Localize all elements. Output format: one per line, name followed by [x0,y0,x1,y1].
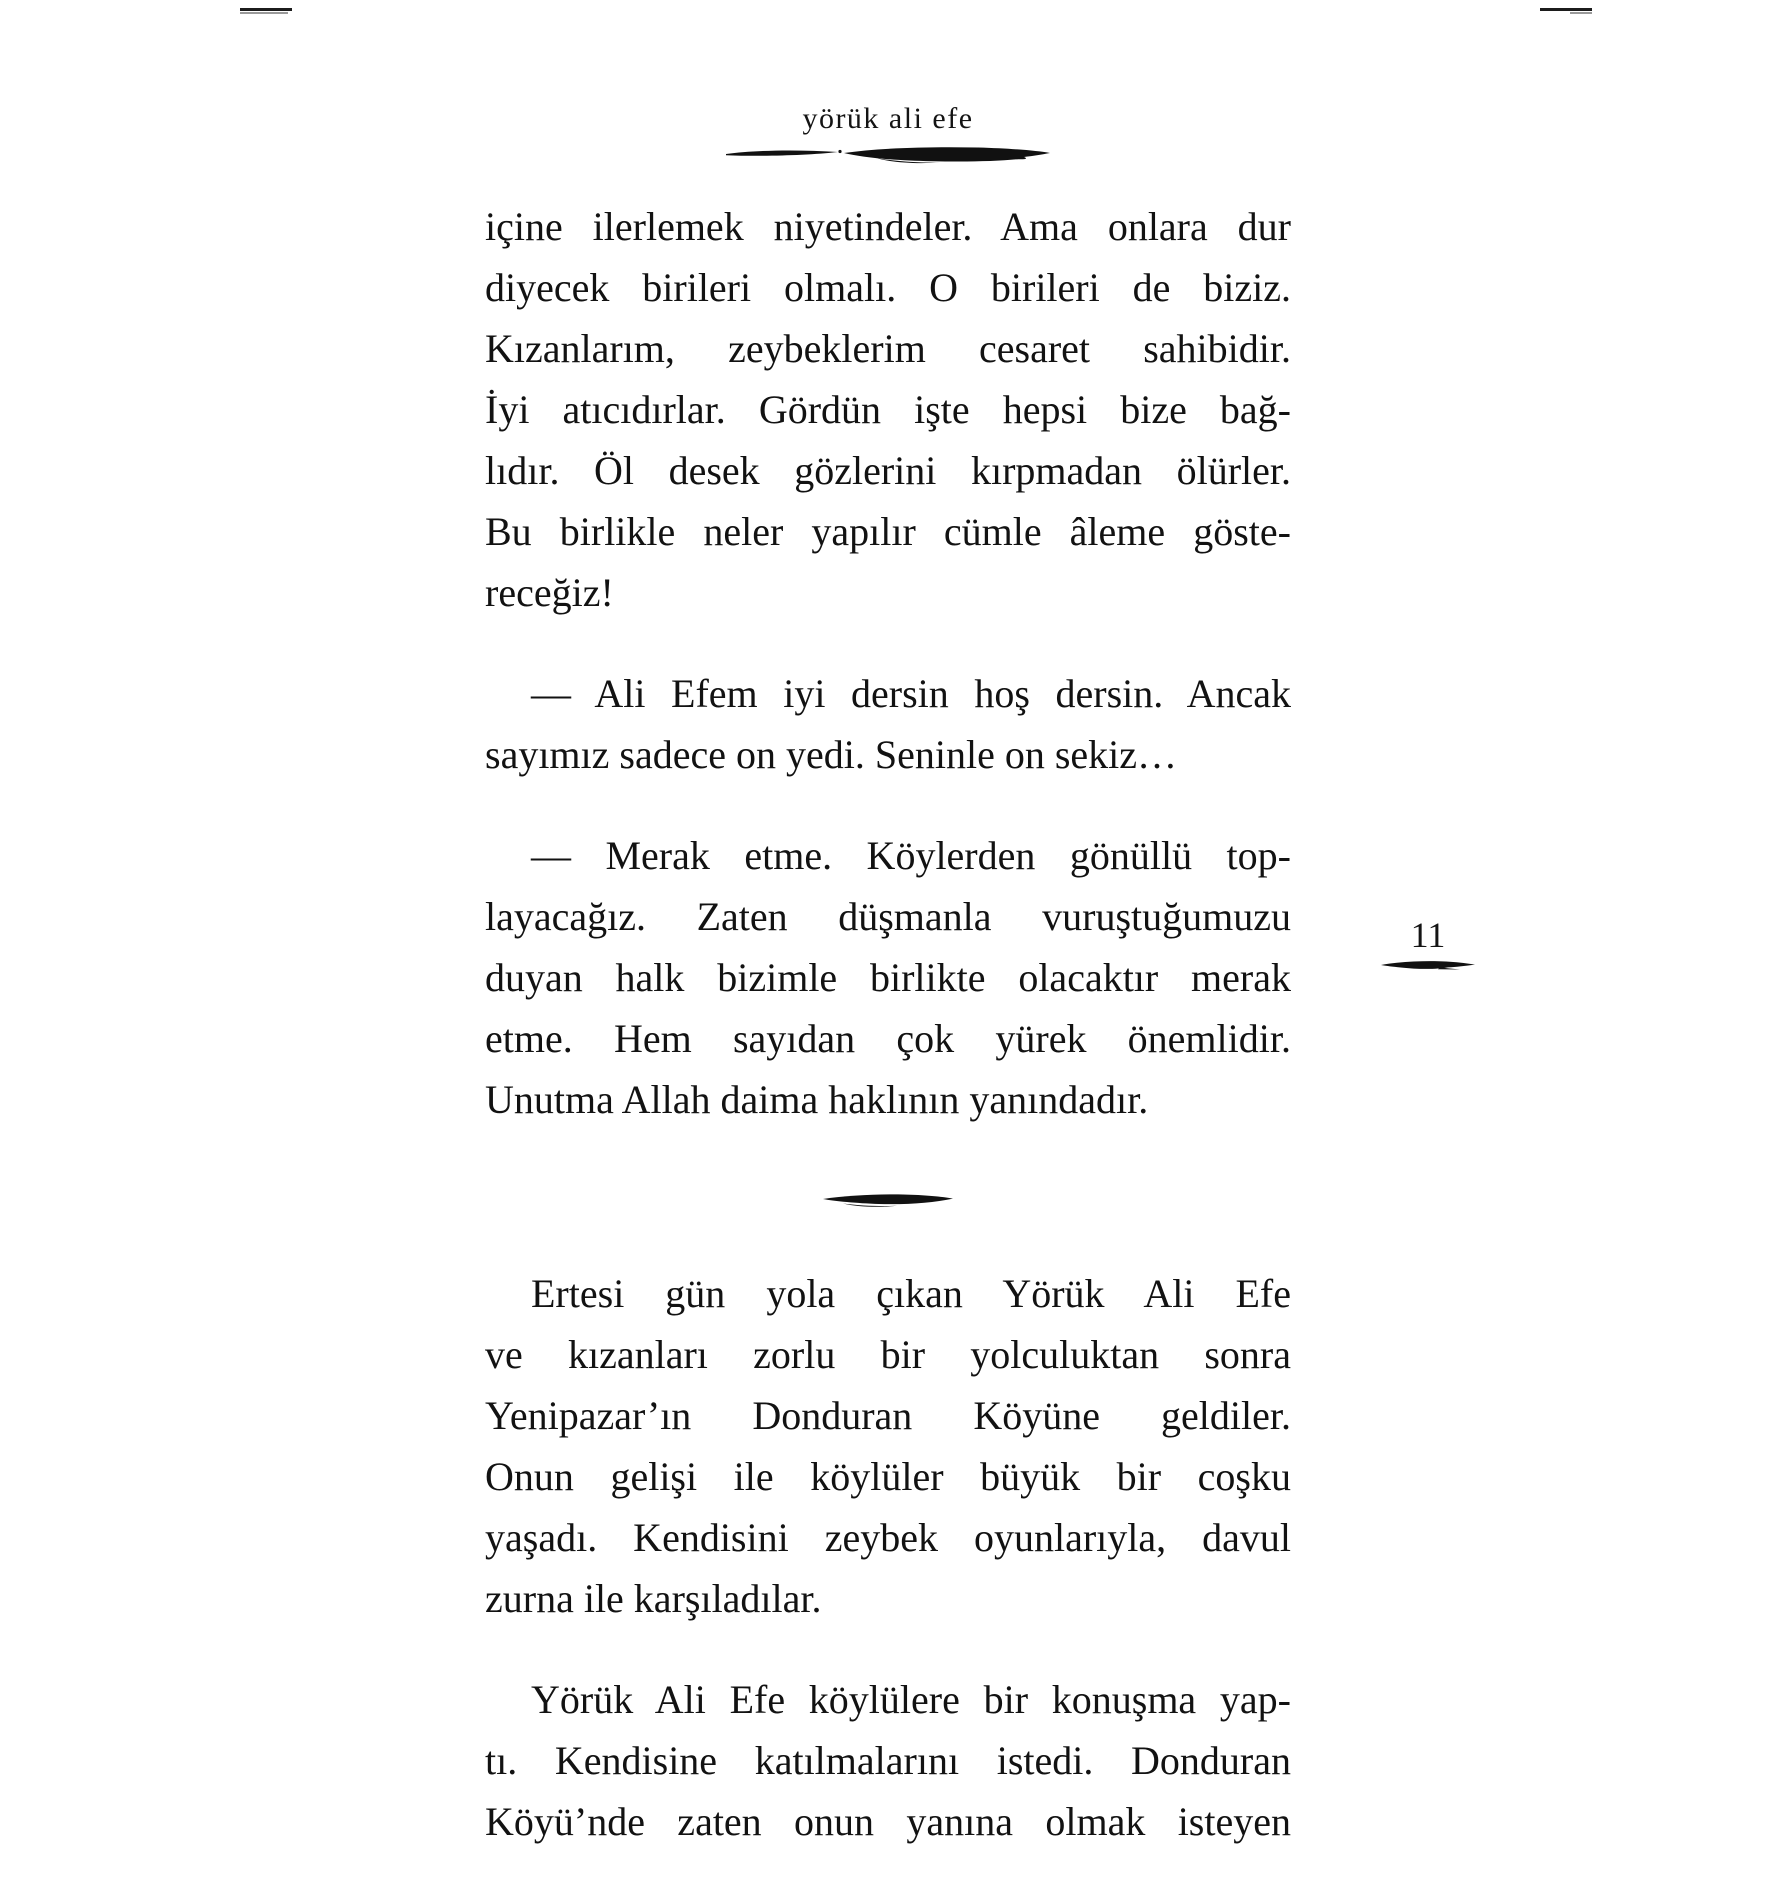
text-line: ve kızanları zorlu bir yolculuktan sonra [485,1332,1291,1377]
text-line: Unutma Allah daima haklının yanındadır. [485,1077,1149,1122]
text-line: Ertesi gün yola çıkan Yörük Ali Efe [531,1271,1291,1316]
text-line: receğiz! [485,570,614,615]
corner-mark-left-icon [240,8,292,14]
page-number: 11 [1410,915,1446,955]
page-number-brush-icon [1380,956,1476,972]
text-line: zurna ile karşıladılar. [485,1576,822,1621]
corner-mark-right-icon [1540,8,1592,14]
text-line: Yenipazar’ın Donduran Köyüne geldiler. [485,1393,1291,1438]
text-line: layacağız. Zaten düşmanla vuruştuğumuzu [485,894,1291,939]
text-line: etme. Hem sayıdan çok yürek önemlidir. [485,1016,1291,1061]
text-line: içine ilerlemek niyetindeler. Ama onlara dur [485,204,1291,249]
section-divider [485,1170,1291,1217]
text-section [485,1263,1291,1852]
running-header-title: yörük ali efe [802,102,974,135]
header-brush-icon [726,141,1050,165]
text-section [485,196,1291,1130]
text-line: diyecek birileri olmalı. O birileri de biziz. [485,265,1291,310]
text-line: Yörük Ali Efe köylülere bir konuşma yap- [531,1677,1291,1722]
text-line: sayımız sadece on yedi. Seninle on sekiz… [485,732,1178,777]
text-line: İyi atıcıdırlar. Gördün işte hepsi bize bağ- [485,387,1291,432]
text-line: — Ali Efem iyi dersin hoş dersin. Ancak [531,671,1291,716]
text-line: duyan halk bizimle birlikte olacaktır merak [485,955,1291,1000]
brush-divider-icon [821,1188,955,1208]
page-number-block [1378,916,1478,972]
text-line: Bu birlikle neler yapılır cümle âleme göste- [485,509,1291,554]
text-line: tı. Kendisine katılmalarını istedi. Donduran [485,1738,1291,1783]
text-line: Köyü’nde zaten onun yanına olmak isteyen [485,1799,1291,1844]
text-line: — Merak etme. Köylerden gönüllü top- [531,833,1291,878]
text-line: lıdır. Öl desek gözlerini kırpmadan ölürler. [485,448,1291,493]
running-header [485,103,1291,165]
text-line: Onun gelişi ile köylüler büyük bir coşku [485,1454,1291,1499]
text-line: Kızanlarım, zeybeklerim cesaret sahibidir. [485,326,1291,371]
body-text [485,196,1291,1892]
text-line: yaşadı. Kendisini zeybek oyunlarıyla, davul [485,1515,1291,1560]
